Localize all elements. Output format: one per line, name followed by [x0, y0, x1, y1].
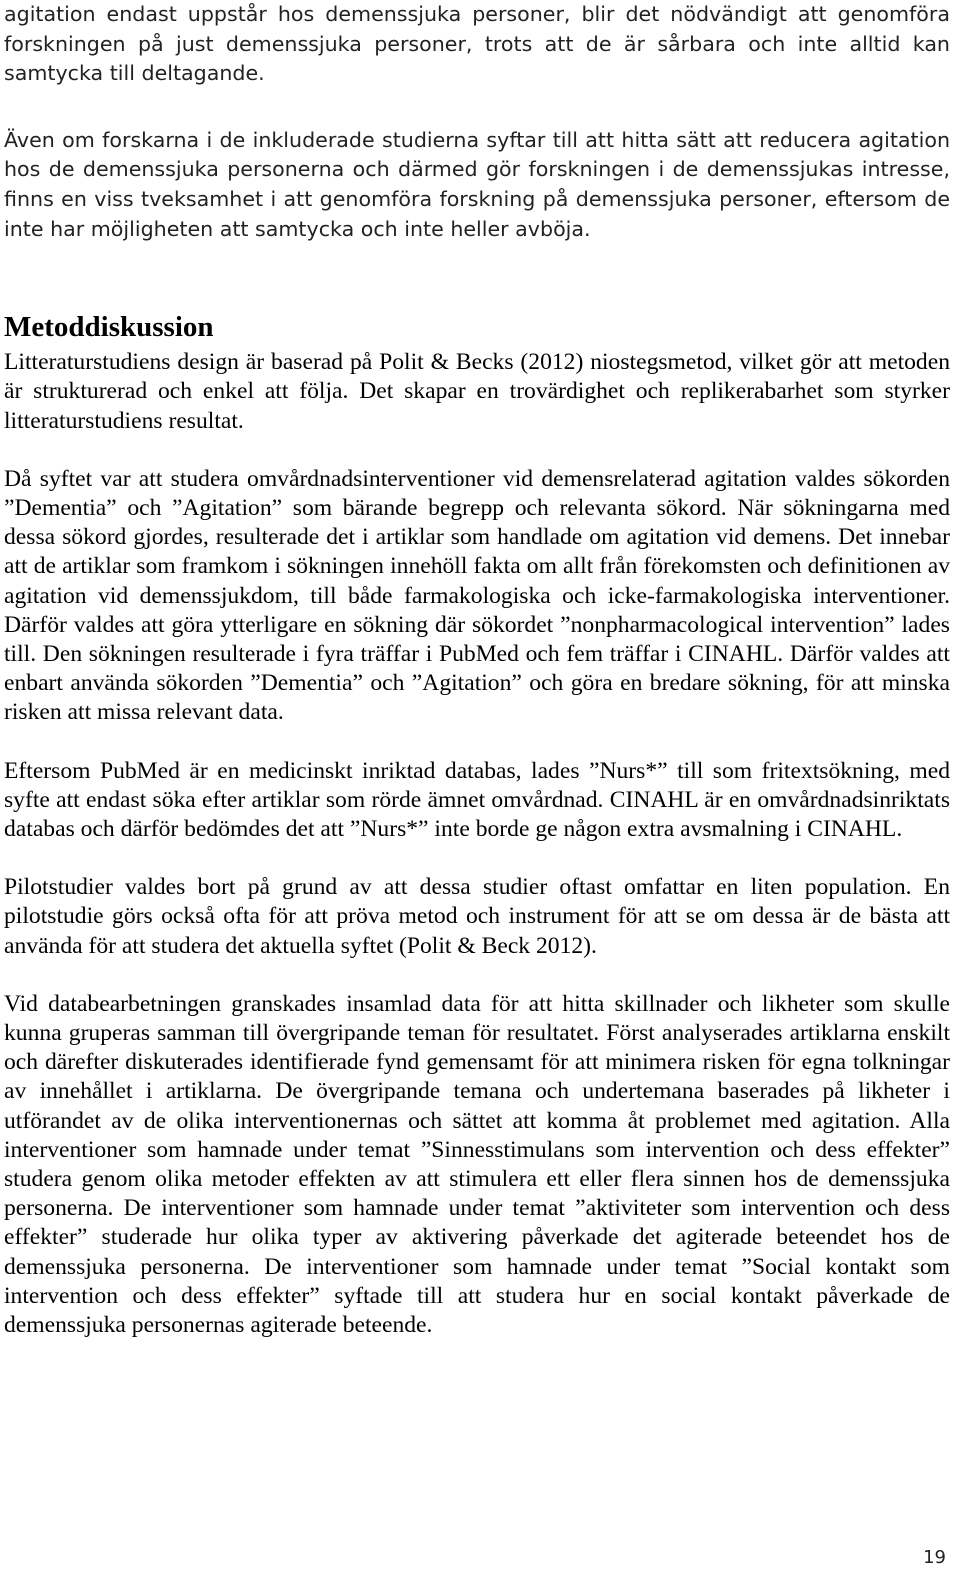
paragraph-design: Litteraturstudiens design är baserad på Polit & Becks (2012) niostegsmetod, vilket gör att metoden är strukturerad och enkel att följa. Det skapar en trovärdighet och replikerabarhet som styrker litteraturstudiens resultat.	[4, 349, 950, 434]
paragraph-research-ethics: Även om forskarna i de inkluderade studierna syftar till att hitta sätt att reducera agitation hos de demenssjuka personerna och därmed gör forskningen i de demenssjukas intresse, finns en viss tveksamhet i att genomföra forskning på demenssjuka personer, eftersom de inte har möjligheten att samtycka och inte heller avböja.	[4, 127, 950, 241]
page-number: 19	[923, 1547, 946, 1568]
section-heading: Metoddiskussion	[4, 311, 214, 344]
paragraph-databases: Eftersom PubMed är en medicinskt inriktad databas, lades ”Nurs*” till som fritextsökning, med syfte att endast söka efter artiklar som rörde ämnet omvårdnad. CINAHL är en omvårdnadsinriktats databas och därför bedömdes det att ”Nurs*” inte borde ge någon extra avsmalning i CINAHL.	[4, 757, 950, 842]
paragraph-pilot-studies: Pilotstudier valdes bort på grund av att dessa studier oftast omfattar en liten population. En pilotstudie görs också ofta för att pröva metod och instrument för att se om dessa är de bästa att använda för att studera det aktuella syftet (Polit & Beck 2012).	[4, 874, 950, 959]
paragraph-search-terms: Då syftet var att studera omvårdnadsinterventioner vid demensrelaterad agitation valdes sökorden ”Dementia” och ”Agitation” som bärande begrepp och relevanta sökord. När sökningarna med dessa sökord gjordes, resulterade det i artiklar som handlade om agitation vid demens. Det innebar att de artiklar som framkom i sökningen innehöll fakta om allt från förekomsten och definitionen av agitation vid demenssjukdom, till både farmakologiska och icke-farmakologiska interventioner. Därför valdes att göra ytterligare en sökning där sökordet ”nonpharmacological intervention” lades till. Den sökningen resulterade i fyra träffar i PubMed och fem träffar i CINAHL. Därför valdes att enbart använda sökorden ”Dementia” och ”Agitation” och göra en bredare sökning, för att minska risken att missa relevant data.	[4, 465, 950, 726]
document-page	[4, 0, 950, 1340]
paragraph-agitation-consent: agitation endast uppstår hos demenssjuka personer, blir det nödvändigt att genomföra forskningen på just demenssjuka personer, trots att de är sårbara och inte alltid kan samtycka till deltagande.	[4, 2, 950, 86]
paragraph-data-analysis: Vid databearbetningen granskades insamlad data för att hitta skillnader och likheter som skulle kunna gruperas samman till övergripande teman för resultatet. Först analyserades artiklarna enskilt och därefter diskuterades identifierade fynd gemensamt för att minimera risken för egna tolkningar av innehållet i artiklarna. De övergripande temana och undertemana baserades på likheter i utförandet av de olika interventionernas och sättet att komma åt problemet med agitation. Alla interventioner som hamnade under temat ”Sinnesstimulans som intervention och dess effekter” studera genom olika metoder effekten av att stimulera ett eller flera sinnen hos de demenssjuka personerna. De interventioner som hamnade under temat ”aktiviteter som intervention och dess effekter” studerade hur olika typer av aktivering påverkade det agiterade beteendet hos de demenssjuka personerna. De interventioner som hamnade under temat ”Social kontakt som intervention och dess effekter” syftade till att studera hur en social kontakt påverkade de demenssjuka personernas agiterade beteende.	[4, 990, 950, 1339]
